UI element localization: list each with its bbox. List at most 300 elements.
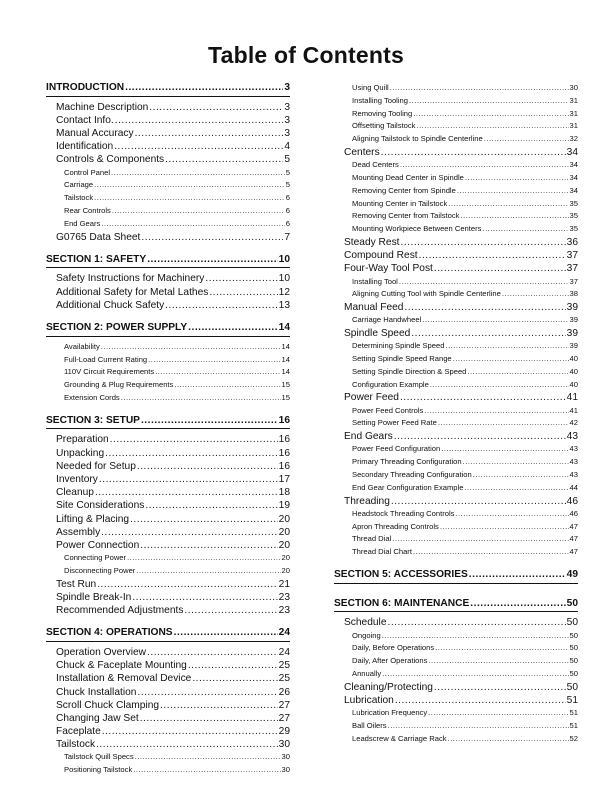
toc-entry-removing-center-from-spindle[interactable] bbox=[334, 185, 578, 198]
toc-entry-grounding-plug-requirements[interactable] bbox=[46, 379, 290, 392]
toc-entry-safety-instructions-for-machinery[interactable] bbox=[46, 272, 290, 285]
toc-entry-changing-jaw-set[interactable] bbox=[46, 712, 290, 725]
dot-leader bbox=[114, 140, 283, 153]
toc-entry-faceplate[interactable] bbox=[46, 725, 290, 738]
toc-entry-mounting-workpiece-between-centers[interactable] bbox=[334, 223, 578, 236]
toc-entry-page-number: 3 bbox=[284, 128, 290, 140]
dot-leader bbox=[121, 392, 281, 405]
toc-entry-using-quill[interactable] bbox=[334, 82, 578, 95]
toc-entry-setting-spindle-direction-speed[interactable] bbox=[334, 366, 578, 379]
dot-leader bbox=[416, 120, 568, 133]
toc-entry-label: Grounding & Plug Requirements bbox=[64, 380, 174, 390]
toc-entry-label: INTRODUCTION bbox=[46, 82, 125, 93]
toc-entry-thread-dial[interactable] bbox=[334, 533, 578, 546]
toc-entry-label: Steady Rest bbox=[344, 236, 400, 248]
section-gap bbox=[46, 617, 290, 627]
toc-entry-page-number: 40 bbox=[569, 379, 578, 389]
dot-leader bbox=[399, 276, 569, 289]
toc-entry-recommended-adjustments[interactable] bbox=[46, 604, 290, 617]
section-gap bbox=[46, 244, 290, 254]
toc-entry-page-number: 50 bbox=[566, 617, 578, 629]
toc-section-introduction[interactable] bbox=[46, 82, 290, 97]
toc-entry-additional-safety-for-metal-lathes[interactable] bbox=[46, 286, 290, 299]
toc-entry-label: Spindle Break-In bbox=[56, 591, 132, 603]
toc-entry-positioning-tailstock[interactable] bbox=[46, 764, 290, 777]
toc-entry-page-number: 18 bbox=[278, 487, 290, 499]
toc-entry-page-number: 20 bbox=[278, 513, 290, 525]
toc-entry-label: Aligning Tailstock to Spindle Centerline bbox=[352, 134, 483, 144]
dot-leader bbox=[395, 694, 566, 707]
toc-entry-page-number: 19 bbox=[278, 500, 290, 512]
toc-entry-page-number: 24 bbox=[278, 627, 290, 639]
toc-entry-label: Primary Threading Configuration bbox=[352, 457, 462, 467]
dot-leader bbox=[464, 482, 568, 495]
toc-entry-page-number: 41 bbox=[566, 392, 578, 404]
dot-leader bbox=[394, 430, 566, 443]
dot-leader bbox=[428, 655, 568, 668]
toc-entry-removing-tooling[interactable] bbox=[334, 108, 578, 121]
toc-entry-thread-dial-chart[interactable] bbox=[334, 546, 578, 559]
toc-entry-label: Using Quill bbox=[352, 83, 389, 92]
dot-leader bbox=[419, 249, 566, 262]
dot-leader bbox=[209, 286, 277, 299]
toc-entry-setting-power-feed-rate[interactable] bbox=[334, 417, 578, 430]
toc-entry-label: Apron Threading Controls bbox=[352, 521, 439, 531]
toc-entry-label: Connecting Power bbox=[64, 553, 127, 563]
dot-leader bbox=[188, 659, 278, 672]
toc-entry-unpacking[interactable] bbox=[46, 447, 290, 460]
dot-leader bbox=[388, 720, 569, 733]
toc-entry-preparation[interactable] bbox=[46, 433, 290, 446]
toc-entry-extension-cords[interactable] bbox=[46, 392, 290, 405]
toc-entry-rear-controls[interactable] bbox=[46, 205, 290, 218]
toc-entry-control-panel[interactable] bbox=[46, 167, 290, 180]
dot-leader bbox=[434, 262, 566, 275]
toc-entry-end-gear-configuration-example[interactable] bbox=[334, 482, 578, 495]
toc-entry-apron-threading-controls[interactable] bbox=[334, 521, 578, 534]
dot-leader bbox=[484, 133, 569, 146]
toc-entry-page-number: 30 bbox=[281, 765, 290, 775]
toc-entry-disconnecting-power[interactable] bbox=[46, 565, 290, 578]
toc-entry-label: Manual Feed bbox=[344, 302, 404, 314]
section-gap bbox=[46, 405, 290, 415]
dot-leader bbox=[413, 546, 569, 559]
toc-entry-page-number: 31 bbox=[569, 108, 578, 118]
toc-entry-label: 110V Circuit Requirements bbox=[64, 367, 155, 377]
dot-leader bbox=[445, 340, 568, 353]
toc-entry-page-number: 14 bbox=[281, 354, 290, 364]
toc-entry-page-number: 51 bbox=[569, 708, 578, 718]
toc-section-section-2-power-supply[interactable] bbox=[46, 322, 290, 337]
toc-entry-page-number: 23 bbox=[278, 591, 290, 603]
toc-entry-page-number: 25 bbox=[278, 660, 290, 672]
section-gap bbox=[46, 312, 290, 322]
toc-entry-label: Installing Tool bbox=[352, 276, 398, 286]
dot-leader bbox=[130, 513, 278, 526]
toc-entry-page-number: 37 bbox=[566, 250, 578, 262]
dot-leader bbox=[135, 751, 281, 764]
toc-entry-label: Setting Spindle Direction & Speed bbox=[352, 366, 467, 376]
toc-entry-tailstock-quill-specs[interactable] bbox=[46, 751, 290, 764]
toc-entry-page-number: 16 bbox=[278, 447, 290, 459]
toc-entry-dead-centers[interactable] bbox=[334, 159, 578, 172]
toc-entry-page-number: 16 bbox=[278, 460, 290, 472]
toc-section-section-6-maintenance[interactable] bbox=[334, 598, 578, 613]
dot-leader bbox=[110, 433, 278, 446]
dot-leader bbox=[409, 95, 569, 108]
toc-entry-page-number: 50 bbox=[566, 681, 578, 693]
toc-entry-label: Ongoing bbox=[352, 630, 381, 640]
toc-entry-label: Unpacking bbox=[56, 447, 105, 459]
dot-leader bbox=[140, 539, 277, 552]
toc-entry-label: Controls & Components bbox=[56, 154, 165, 166]
toc-entry-test-run[interactable] bbox=[46, 578, 290, 591]
toc-entry-four-way-tool-post[interactable] bbox=[334, 262, 578, 275]
toc-entry-page-number: 14 bbox=[281, 341, 290, 351]
toc-entry-mounting-dead-center-in-spindle[interactable] bbox=[334, 172, 578, 185]
toc-entry-label: Carriage bbox=[64, 180, 94, 190]
toc-entry-page-number: 34 bbox=[566, 146, 578, 158]
toc-entry-manual-accuracy[interactable] bbox=[46, 127, 290, 140]
dot-leader bbox=[422, 314, 568, 327]
toc-entry-page-number: 49 bbox=[566, 569, 578, 580]
toc-entry-threading[interactable] bbox=[334, 495, 578, 508]
toc-entry-label: End Gears bbox=[344, 431, 393, 443]
toc-entry-label: End Gear Configuration Example bbox=[352, 482, 464, 492]
toc-entry-label: Mounting Dead Center in Spindle bbox=[352, 172, 464, 182]
toc-entry-daily-after-operations[interactable] bbox=[334, 655, 578, 668]
toc-entry-page-number: 30 bbox=[281, 752, 290, 762]
toc-entry-configuration-example[interactable] bbox=[334, 379, 578, 392]
toc-entry-machine-description[interactable] bbox=[46, 101, 290, 114]
toc-entry-110v-circuit-requirements[interactable] bbox=[46, 366, 290, 379]
toc-entry-ball-oilers[interactable] bbox=[334, 720, 578, 733]
toc-entry-label: Power Connection bbox=[56, 539, 140, 551]
toc-entry-page-number: 10 bbox=[278, 273, 290, 285]
toc-entry-page-number: 39 bbox=[566, 328, 578, 340]
dot-leader bbox=[101, 218, 284, 231]
dot-leader bbox=[148, 354, 280, 367]
toc-entry-mounting-center-in-tailstock[interactable] bbox=[334, 198, 578, 211]
toc-entry-annually[interactable] bbox=[334, 668, 578, 681]
toc-entry-label: Identification bbox=[56, 141, 114, 153]
toc-entry-controls-components[interactable] bbox=[46, 153, 290, 166]
dot-leader bbox=[132, 591, 277, 604]
dot-leader bbox=[469, 569, 566, 582]
dot-leader bbox=[94, 192, 285, 205]
toc-entry-power-connection[interactable] bbox=[46, 539, 290, 552]
toc-entry-page-number: 38 bbox=[569, 289, 578, 299]
toc-entry-page-number: 43 bbox=[569, 457, 578, 467]
toc-entry-page-number: 16 bbox=[278, 434, 290, 446]
toc-entry-end-gears[interactable] bbox=[334, 430, 578, 443]
toc-entry-tailstock[interactable] bbox=[46, 738, 290, 751]
toc-entry-label: Safety Instructions for Machinery bbox=[56, 273, 205, 285]
toc-entry-page-number: 34 bbox=[569, 185, 578, 195]
dot-leader bbox=[448, 733, 569, 746]
dot-leader bbox=[160, 699, 278, 712]
toc-entry-site-considerations[interactable] bbox=[46, 499, 290, 512]
toc-entry-daily-before-operations[interactable] bbox=[334, 642, 578, 655]
dot-leader bbox=[467, 366, 568, 379]
toc-entry-label: Rear Controls bbox=[64, 206, 111, 216]
toc-entry-page-number: 47 bbox=[569, 534, 578, 544]
dot-leader bbox=[111, 167, 285, 180]
toc-entry-label: Removing Center from Tailstock bbox=[352, 211, 460, 221]
toc-entry-page-number: 37 bbox=[569, 276, 578, 286]
dot-leader bbox=[435, 642, 568, 655]
toc-entry-page-number: 47 bbox=[569, 521, 578, 531]
toc-entry-label: Schedule bbox=[344, 617, 387, 629]
dot-leader bbox=[145, 499, 277, 512]
toc-entry-page-number: 16 bbox=[278, 414, 290, 426]
toc-entry-additional-chuck-safety[interactable] bbox=[46, 299, 290, 312]
dot-leader bbox=[112, 205, 285, 218]
toc-entry-cleanup[interactable] bbox=[46, 486, 290, 499]
toc-entry-page-number: 32 bbox=[569, 134, 578, 144]
toc-entry-page-number: 27 bbox=[278, 699, 290, 711]
toc-entry-page-number: 51 bbox=[566, 694, 578, 706]
toc-entry-label: Cleanup bbox=[56, 487, 94, 499]
toc-entry-leadscrew-carriage-rack[interactable] bbox=[334, 733, 578, 746]
toc-entry-label: Tailstock Quill Specs bbox=[64, 752, 134, 762]
dot-leader bbox=[411, 327, 565, 340]
toc-entry-label: Additional Chuck Safety bbox=[56, 299, 165, 311]
toc-entry-page-number: 35 bbox=[569, 211, 578, 221]
toc-entry-identification[interactable] bbox=[46, 140, 290, 153]
dot-leader bbox=[382, 668, 568, 681]
toc-entry-carriage-handwheel[interactable] bbox=[334, 314, 578, 327]
dot-leader bbox=[390, 82, 569, 95]
toc-entry-chuck-installation[interactable] bbox=[46, 686, 290, 699]
toc-entry-page-number: 37 bbox=[566, 263, 578, 275]
dot-leader bbox=[460, 210, 568, 223]
toc-entry-assembly[interactable] bbox=[46, 526, 290, 539]
dot-leader bbox=[404, 301, 565, 314]
dot-leader bbox=[428, 707, 568, 720]
toc-entry-installation-removal-device[interactable] bbox=[46, 672, 290, 685]
toc-entry-aligning-tailstock-to-spindle-centerline[interactable] bbox=[334, 133, 578, 146]
toc-entry-page-number: 43 bbox=[569, 470, 578, 480]
toc-entry-full-load-current-rating[interactable] bbox=[46, 354, 290, 367]
toc-entry-page-number: 51 bbox=[569, 720, 578, 730]
toc-entry-needed-for-setup[interactable] bbox=[46, 460, 290, 473]
toc-entry-label: Headstock Threading Controls bbox=[352, 508, 455, 518]
dot-leader bbox=[136, 565, 280, 578]
toc-entry-contact-info[interactable] bbox=[46, 114, 290, 127]
toc-entry-headstock-threading-controls[interactable] bbox=[334, 508, 578, 521]
toc-entry-label: Configuration Example bbox=[352, 379, 429, 389]
toc-entry-cleaning-protecting[interactable] bbox=[334, 681, 578, 694]
toc-entry-page-number: 50 bbox=[569, 668, 578, 678]
dot-leader bbox=[482, 223, 568, 236]
dot-leader bbox=[137, 686, 277, 699]
toc-entry-page-number: 13 bbox=[278, 299, 290, 311]
toc-right-column bbox=[334, 82, 578, 746]
toc-entry-primary-threading-configuration[interactable] bbox=[334, 456, 578, 469]
toc-entry-setting-spindle-speed-range[interactable] bbox=[334, 353, 578, 366]
toc-entry-label: Installation & Removal Device bbox=[56, 673, 192, 685]
dot-leader bbox=[381, 146, 566, 159]
toc-entry-label: Mounting Workpiece Between Centers bbox=[352, 224, 482, 234]
dot-leader bbox=[133, 764, 280, 777]
dot-leader bbox=[102, 725, 278, 738]
toc-entry-page-number: 25 bbox=[278, 673, 290, 685]
toc-entry-aligning-cutting-tool-with-spindle-centerline[interactable] bbox=[334, 288, 578, 301]
toc-entry-page-number: 27 bbox=[278, 712, 290, 724]
toc-entry-spindle-break-in[interactable] bbox=[46, 591, 290, 604]
toc-entry-power-feed[interactable] bbox=[334, 391, 578, 404]
toc-entry-label: Carriage Handwheel bbox=[352, 315, 422, 325]
toc-left-column bbox=[46, 82, 290, 777]
toc-entry-label: SECTION 2: POWER SUPPLY bbox=[46, 322, 188, 334]
dot-leader bbox=[453, 353, 569, 366]
toc-entry-spindle-speed[interactable] bbox=[334, 327, 578, 340]
dot-leader bbox=[147, 646, 278, 659]
toc-entry-page-number: 6 bbox=[285, 193, 290, 203]
toc-entry-determining-spindle-speed[interactable] bbox=[334, 340, 578, 353]
toc-entry-page-number: 39 bbox=[566, 302, 578, 314]
toc-entry-end-gears[interactable] bbox=[46, 218, 290, 231]
toc-entry-power-feed-configuration[interactable] bbox=[334, 443, 578, 456]
toc-entry-power-feed-controls[interactable] bbox=[334, 405, 578, 418]
toc-entry-label: SECTION 1: SAFETY bbox=[46, 253, 147, 265]
toc-entry-label: Daily, Before Operations bbox=[352, 643, 435, 653]
toc-entry-page-number: 43 bbox=[566, 431, 578, 443]
toc-entry-page-number: 17 bbox=[278, 473, 290, 485]
dot-leader bbox=[147, 254, 277, 267]
toc-entry-label: Test Run bbox=[56, 578, 97, 590]
toc-entry-chuck-faceplate-mounting[interactable] bbox=[46, 659, 290, 672]
toc-entry-label: Power Feed Configuration bbox=[352, 444, 441, 454]
toc-entry-page-number: 24 bbox=[278, 646, 290, 658]
toc-entry-label: Chuck Installation bbox=[56, 686, 137, 698]
dot-leader bbox=[94, 179, 285, 192]
toc-entry-label: Compound Rest bbox=[344, 250, 418, 262]
toc-entry-connecting-power[interactable] bbox=[46, 552, 290, 565]
toc-entry-page-number: 42 bbox=[569, 418, 578, 428]
toc-entry-page-number: 50 bbox=[569, 630, 578, 640]
toc-entry-page-number: 6 bbox=[285, 218, 290, 228]
toc-entry-availability[interactable] bbox=[46, 341, 290, 354]
toc-entry-schedule[interactable] bbox=[334, 616, 578, 629]
toc-entry-label: Setting Power Feed Rate bbox=[352, 418, 437, 428]
toc-entry-label: Thread Dial Chart bbox=[352, 547, 412, 557]
dot-leader bbox=[440, 521, 569, 534]
toc-entry-label: Tailstock bbox=[64, 193, 94, 203]
toc-entry-removing-center-from-tailstock[interactable] bbox=[334, 210, 578, 223]
toc-entry-label: End Gears bbox=[64, 218, 101, 228]
toc-section-section-4-operations[interactable] bbox=[46, 627, 290, 642]
toc-entry-page-number: 39 bbox=[569, 341, 578, 351]
toc-entry-label: Cleaning/Protecting bbox=[344, 681, 433, 693]
section-gap bbox=[334, 559, 578, 569]
toc-entry-offsetting-tailstock[interactable] bbox=[334, 120, 578, 133]
toc-entry-manual-feed[interactable] bbox=[334, 301, 578, 314]
dot-leader bbox=[95, 486, 278, 499]
toc-entry-label: Extension Cords bbox=[64, 392, 120, 402]
toc-entry-scroll-chuck-clamping[interactable] bbox=[46, 699, 290, 712]
toc-entry-label: SECTION 3: SETUP bbox=[46, 414, 140, 426]
toc-entry-compound-rest[interactable] bbox=[334, 249, 578, 262]
toc-entry-label: Offsetting Tailstock bbox=[352, 121, 416, 131]
toc-entry-ongoing[interactable] bbox=[334, 630, 578, 643]
toc-entry-label: Manual Accuracy bbox=[56, 128, 134, 140]
toc-entry-carriage[interactable] bbox=[46, 179, 290, 192]
dot-leader bbox=[99, 473, 278, 486]
dot-leader bbox=[400, 159, 569, 172]
toc-entry-label: Annually bbox=[352, 668, 382, 678]
toc-entry-page-number: 23 bbox=[278, 605, 290, 617]
toc-entry-g0765-data-sheet[interactable] bbox=[46, 231, 290, 244]
dot-leader bbox=[115, 114, 284, 127]
toc-entry-installing-tool[interactable] bbox=[334, 276, 578, 289]
toc-entry-page-number: 12 bbox=[278, 286, 290, 298]
toc-entry-tailstock[interactable] bbox=[46, 192, 290, 205]
toc-section-section-5-accessories[interactable] bbox=[334, 569, 578, 584]
toc-entry-label: Spindle Speed bbox=[344, 328, 411, 340]
dot-leader bbox=[101, 526, 277, 539]
toc-entry-label: Aligning Cutting Tool with Spindle Centerline bbox=[352, 289, 501, 299]
toc-entry-page-number: 46 bbox=[569, 508, 578, 518]
toc-entry-label: Full-Load Current Rating bbox=[64, 354, 148, 364]
toc-entry-inventory[interactable] bbox=[46, 473, 290, 486]
toc-entry-label: Secondary Threading Configuration bbox=[352, 470, 472, 480]
dot-leader bbox=[141, 415, 278, 428]
dot-leader bbox=[424, 405, 568, 418]
dot-leader bbox=[125, 82, 283, 95]
toc-entry-page-number: 21 bbox=[278, 578, 290, 590]
dot-leader bbox=[105, 447, 278, 460]
toc-entry-steady-rest[interactable] bbox=[334, 236, 578, 249]
dot-leader bbox=[165, 153, 283, 166]
toc-entry-label: Thread Dial bbox=[352, 534, 392, 544]
toc-entry-page-number: 41 bbox=[569, 405, 578, 415]
toc-entry-lubrication[interactable] bbox=[334, 694, 578, 707]
dot-leader bbox=[457, 185, 569, 198]
toc-entry-page-number: 50 bbox=[566, 597, 578, 609]
toc-entry-centers[interactable] bbox=[334, 146, 578, 159]
toc-entry-installing-tooling[interactable] bbox=[334, 95, 578, 108]
dot-leader bbox=[155, 366, 280, 379]
toc-entry-page-number: 40 bbox=[569, 366, 578, 376]
toc-entry-lubrication-frequency[interactable] bbox=[334, 707, 578, 720]
dot-leader bbox=[413, 108, 568, 121]
toc-entry-label: Removing Center from Spindle bbox=[352, 185, 456, 195]
toc-entry-page-number: 26 bbox=[278, 686, 290, 698]
dot-leader bbox=[463, 456, 569, 469]
toc-entry-label: Dead Centers bbox=[352, 160, 399, 170]
toc-entry-label: Operation Overview bbox=[56, 646, 147, 658]
toc-entry-label: Determining Spindle Speed bbox=[352, 341, 445, 351]
toc-section-section-3-setup[interactable] bbox=[46, 415, 290, 430]
toc-entry-label: Faceplate bbox=[56, 726, 101, 738]
toc-entry-page-number: 3 bbox=[284, 114, 290, 126]
toc-entry-lifting-placing[interactable] bbox=[46, 513, 290, 526]
toc-entry-page-number: 7 bbox=[284, 231, 290, 243]
toc-entry-page-number: 50 bbox=[569, 643, 578, 653]
dot-leader bbox=[188, 322, 278, 335]
toc-entry-operation-overview[interactable] bbox=[46, 646, 290, 659]
toc-entry-label: SECTION 6: MAINTENANCE bbox=[334, 597, 470, 609]
toc-entry-page-number: 29 bbox=[278, 726, 290, 738]
toc-entry-page-number: 20 bbox=[281, 565, 290, 575]
toc-entry-secondary-threading-configuration[interactable] bbox=[334, 469, 578, 482]
dot-leader bbox=[97, 578, 277, 591]
toc-entry-label: Ball Oilers bbox=[352, 720, 387, 730]
toc-entry-label: Installing Tooling bbox=[352, 95, 409, 105]
toc-section-section-1-safety[interactable] bbox=[46, 254, 290, 269]
